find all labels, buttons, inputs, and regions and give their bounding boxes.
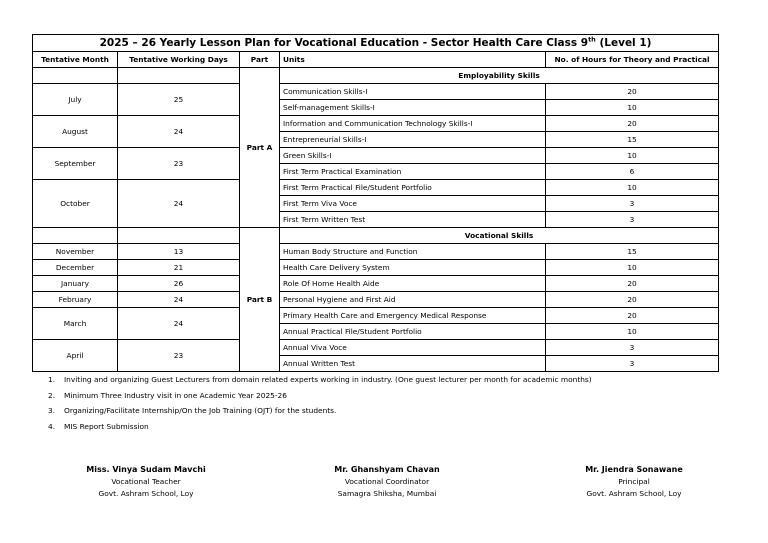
- hours-cell: 3: [546, 340, 719, 356]
- hours-cell: 10: [546, 148, 719, 164]
- unit-cell: Personal Hygiene and First Aid: [280, 292, 546, 308]
- title-row: [33, 35, 719, 52]
- unit-cell: Annual Practical File/Student Portfolio: [280, 324, 546, 340]
- table-row: [33, 180, 719, 196]
- days-cell: 24: [118, 292, 240, 308]
- note-item: [48, 388, 592, 404]
- unit-cell: Health Care Delivery System: [280, 260, 546, 276]
- hours-cell: 20: [546, 308, 719, 324]
- days-cell: 24: [118, 116, 240, 148]
- title-suffix: (Level 1): [595, 37, 652, 49]
- signatory-role: Vocational Teacher: [111, 477, 181, 486]
- empty-cell: [118, 228, 240, 244]
- hours-cell: 20: [546, 292, 719, 308]
- hours-cell: 10: [546, 100, 719, 116]
- unit-cell: First Term Viva Voce: [280, 196, 546, 212]
- signature-coordinator: [287, 464, 487, 500]
- signatory-org: Govt. Ashram School, Loy: [586, 489, 682, 498]
- header-month: Tentative Month: [33, 52, 118, 68]
- month-cell: August: [33, 116, 118, 148]
- hours-cell: 20: [546, 116, 719, 132]
- signature-teacher: [46, 464, 246, 500]
- days-cell: 26: [118, 276, 240, 292]
- header-days: Tentative Working Days: [118, 52, 240, 68]
- unit-cell: Communication Skills-I: [280, 84, 546, 100]
- month-cell: January: [33, 276, 118, 292]
- unit-cell: Information and Communication Technology Skills-I: [280, 116, 546, 132]
- note-text: Minimum Three Industry visit in one Academic Year 2025-26: [64, 390, 287, 400]
- month-cell: December: [33, 260, 118, 276]
- table-row: [33, 84, 719, 100]
- empty-cell: [118, 68, 240, 84]
- hours-cell: 10: [546, 260, 719, 276]
- empty-cell: [33, 68, 118, 84]
- table-row: [33, 148, 719, 164]
- signature-principal: [534, 464, 734, 500]
- unit-cell: Human Body Structure and Function: [280, 244, 546, 260]
- note-text: Organizing/Facilitate Internship/On the Job Training (OJT) for the students.: [64, 406, 337, 415]
- note-item: [48, 372, 592, 388]
- lesson-plan-table: [32, 34, 719, 372]
- unit-cell: First Term Practical File/Student Portfolio: [280, 180, 546, 196]
- section-row: [33, 68, 719, 84]
- header-units: Units: [280, 52, 546, 68]
- hours-cell: 3: [546, 212, 719, 228]
- empty-cell: [33, 228, 118, 244]
- days-cell: 21: [118, 260, 240, 276]
- month-cell: July: [33, 84, 118, 116]
- unit-cell: First Term Written Test: [280, 212, 546, 228]
- note-text: MIS Report Submission: [64, 421, 149, 431]
- unit-cell: Annual Written Test: [280, 356, 546, 372]
- days-cell: 23: [118, 340, 240, 372]
- section-row: [33, 228, 719, 244]
- title-text: 2025 – 26 Yearly Lesson Plan for Vocational Education - Sector Health Care Class 9: [99, 37, 589, 49]
- hours-cell: 3: [546, 356, 719, 372]
- table-row: [33, 292, 719, 308]
- part-a-cell: Part A: [240, 68, 280, 228]
- signatory-role: Principal: [618, 477, 650, 486]
- hours-cell: 20: [546, 276, 719, 292]
- note-number: 2.: [48, 390, 56, 400]
- note-number: 3.: [48, 406, 56, 415]
- table-row: [33, 276, 719, 292]
- header-row: [33, 52, 719, 68]
- table-row: [33, 260, 719, 276]
- hours-cell: 10: [546, 324, 719, 340]
- section-vocational: Vocational Skills: [280, 228, 719, 244]
- unit-cell: First Term Practical Examination: [280, 164, 546, 180]
- header-part: Part: [240, 52, 280, 68]
- table-title: [33, 35, 719, 52]
- note-item: [48, 403, 592, 419]
- part-b-cell: Part B: [240, 228, 280, 372]
- days-cell: 24: [118, 308, 240, 340]
- note-text: Inviting and organizing Guest Lecturers from domain related experts working in industry. (One guest lecturer per month for academic months): [64, 375, 592, 384]
- table-row: [33, 116, 719, 132]
- hours-cell: 6: [546, 164, 719, 180]
- table-row: [33, 340, 719, 356]
- month-cell: April: [33, 340, 118, 372]
- unit-cell: Green Skills-I: [280, 148, 546, 164]
- header-hours: No. of Hours for Theory and Practical: [546, 52, 719, 68]
- unit-cell: Primary Health Care and Emergency Medical Response: [280, 308, 546, 324]
- hours-cell: 10: [546, 180, 719, 196]
- days-cell: 24: [118, 180, 240, 228]
- signatory-name: Mr. Ghanshyam Chavan: [334, 465, 440, 474]
- notes-list: [48, 372, 592, 434]
- month-cell: March: [33, 308, 118, 340]
- days-cell: 23: [118, 148, 240, 180]
- unit-cell: Self-management Skills-I: [280, 100, 546, 116]
- month-cell: February: [33, 292, 118, 308]
- month-cell: September: [33, 148, 118, 180]
- table-row: [33, 308, 719, 324]
- signatory-name: Miss. Vinya Sudam Mavchi: [86, 465, 206, 474]
- hours-cell: 20: [546, 84, 719, 100]
- title-superscript: th: [588, 35, 596, 44]
- table-row: [33, 244, 719, 260]
- section-employability: Employability Skills: [280, 68, 719, 84]
- note-number: 1.: [48, 375, 56, 384]
- days-cell: 13: [118, 244, 240, 260]
- unit-cell: Entrepreneurial Skills-I: [280, 132, 546, 148]
- note-number: 4.: [48, 421, 56, 431]
- hours-cell: 15: [546, 132, 719, 148]
- signatory-org: Samagra Shiksha, Mumbai: [337, 489, 437, 498]
- signatory-org: Govt. Ashram School, Loy: [98, 489, 194, 498]
- unit-cell: Role Of Home Health Aide: [280, 276, 546, 292]
- signatory-role: Vocational Coordinator: [344, 477, 430, 486]
- note-item: [48, 419, 592, 435]
- days-cell: 25: [118, 84, 240, 116]
- month-cell: October: [33, 180, 118, 228]
- hours-cell: 3: [546, 196, 719, 212]
- month-cell: November: [33, 244, 118, 260]
- signatory-name: Mr. Jiendra Sonawane: [585, 465, 683, 474]
- hours-cell: 15: [546, 244, 719, 260]
- unit-cell: Annual Viva Voce: [280, 340, 546, 356]
